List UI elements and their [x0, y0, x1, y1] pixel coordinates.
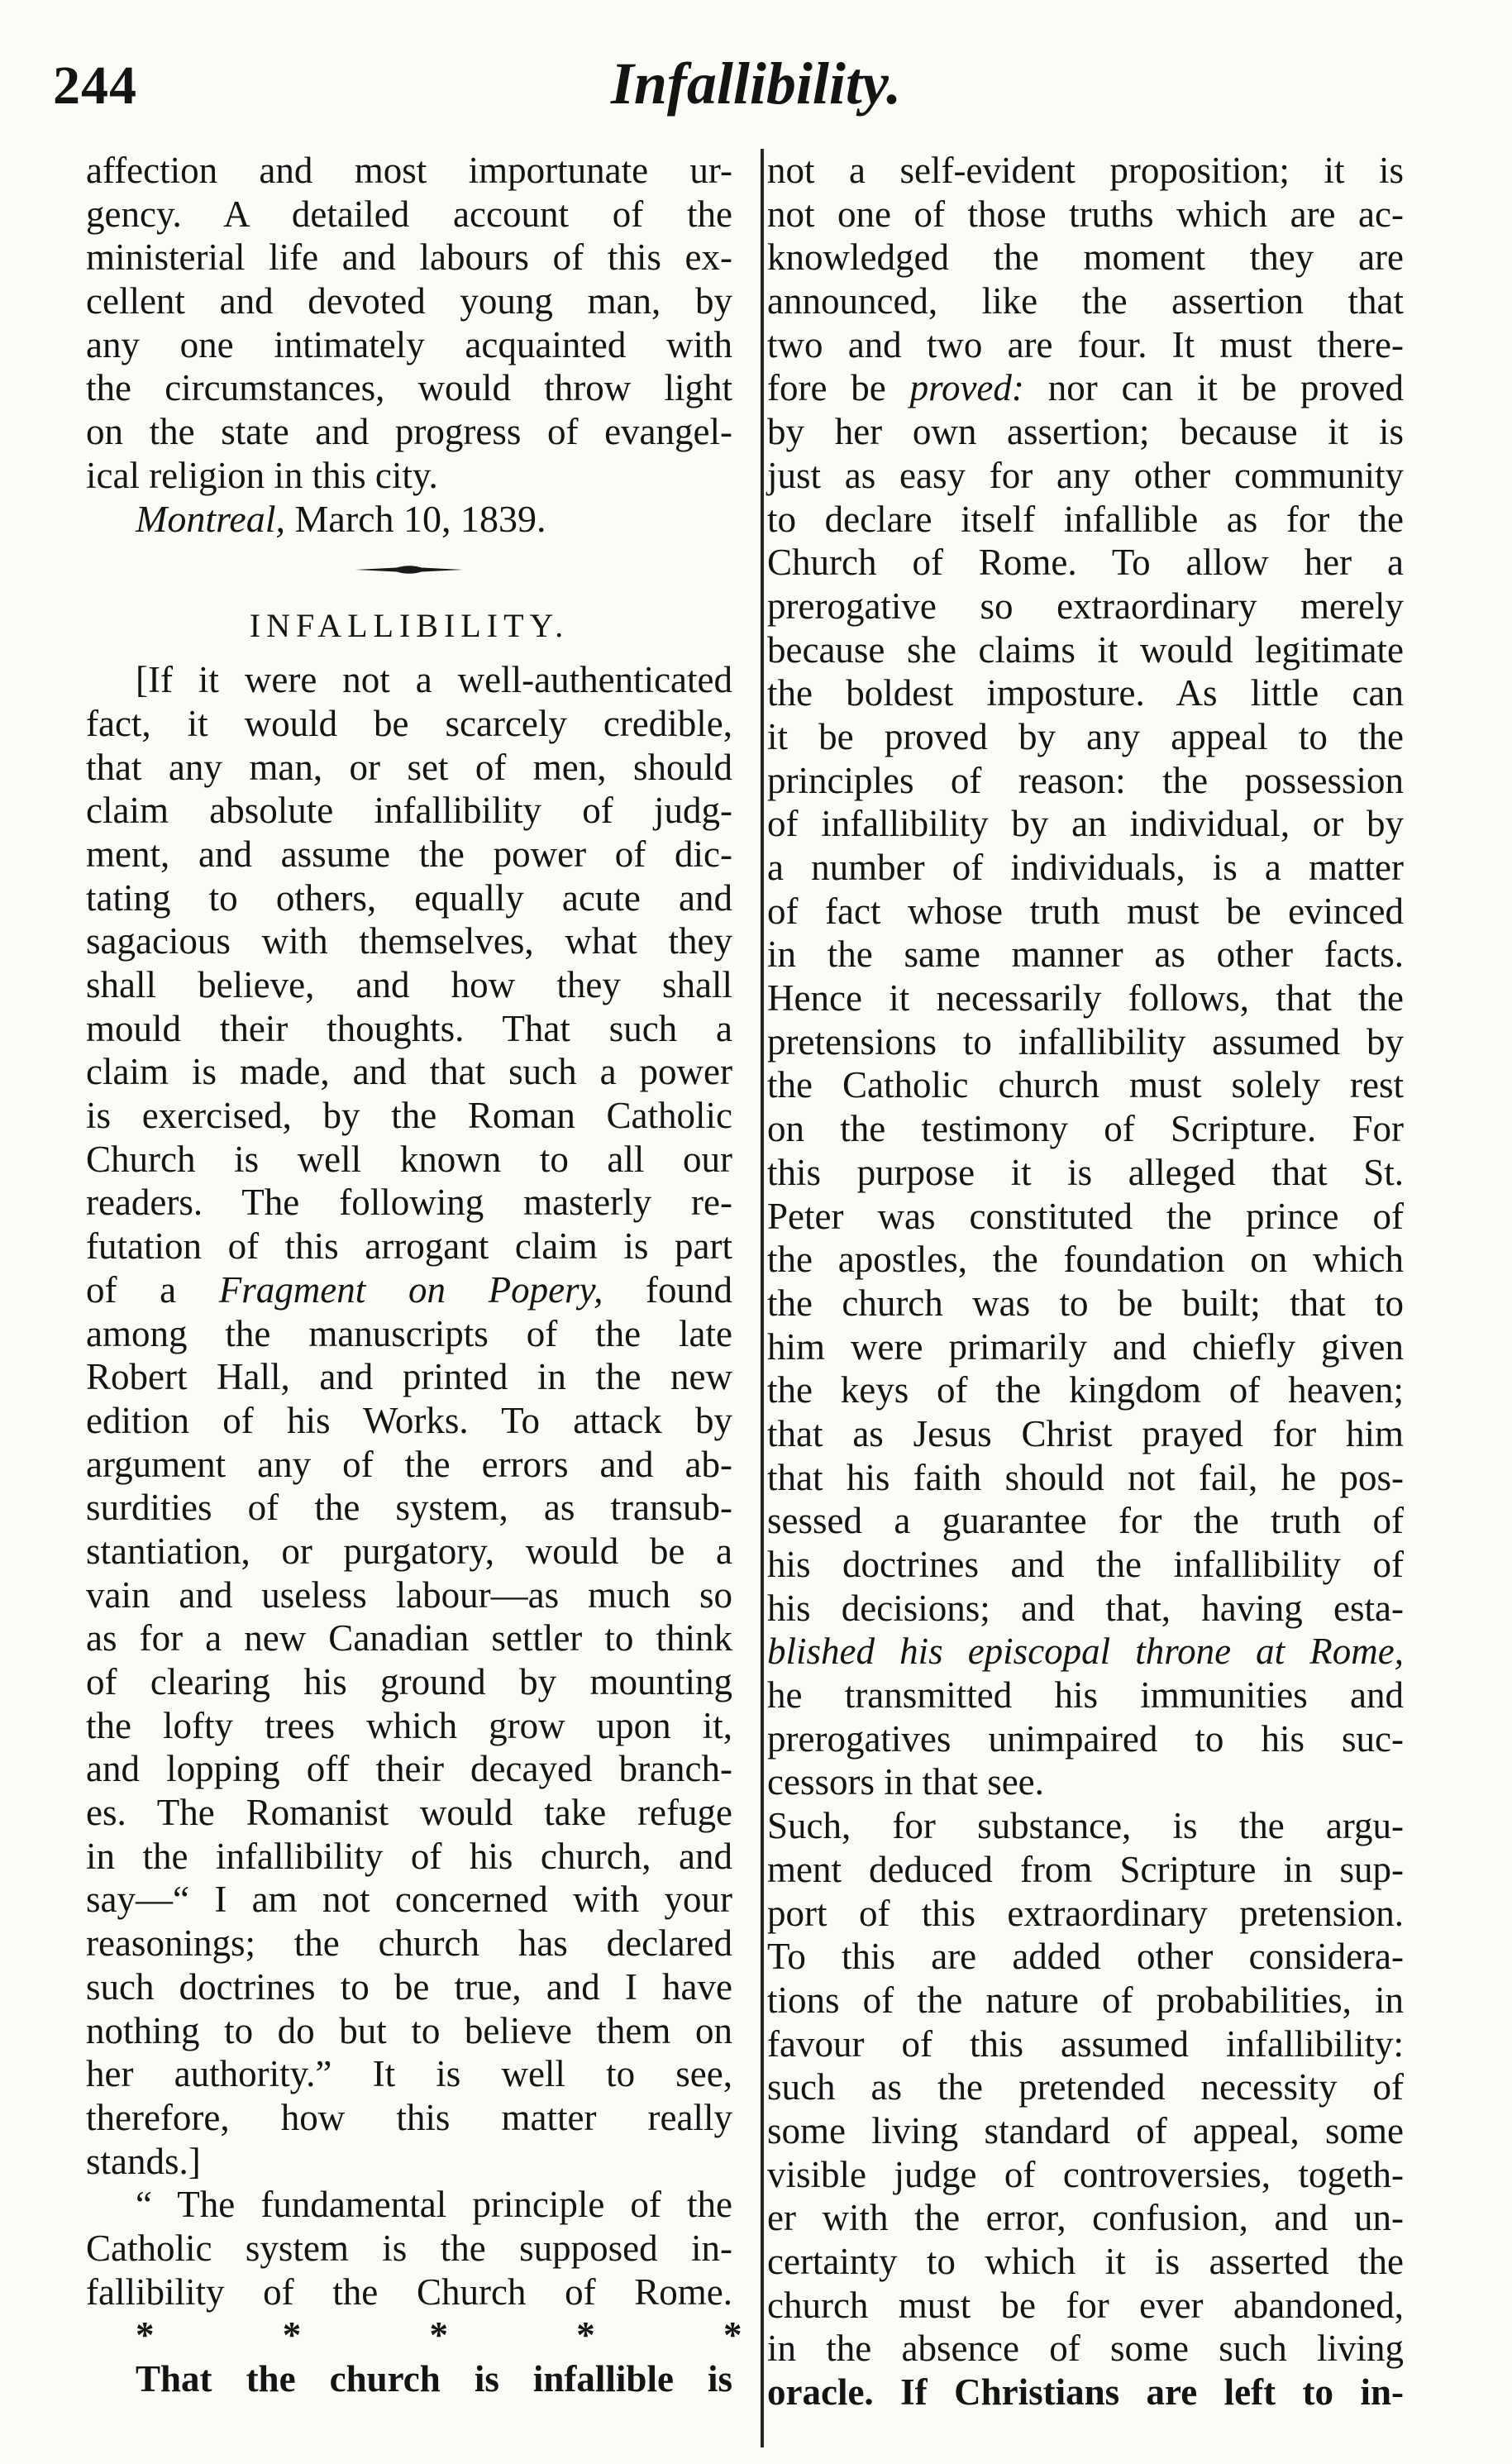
text-line: port of this extraordinary pretension. — [767, 1892, 1404, 1934]
article-heading: INFALLIBILITY. — [249, 607, 570, 645]
text-line: prerogatives unimpaired to his suc- — [767, 1717, 1404, 1760]
text-line: er with the error, confusion, and un- — [767, 2197, 1404, 2239]
text-line: Such, for substance, is the argu- — [767, 1805, 1404, 1847]
text-line: Peter was constituted the prince of — [767, 1195, 1404, 1237]
text-line — [767, 366, 1404, 410]
text-line: on the testimony of Scripture. For — [767, 1108, 1404, 1150]
closing-paragraph — [86, 149, 732, 498]
text-line: ment, and assume the power of dic- — [86, 833, 732, 875]
text-line: stands.] — [86, 2140, 201, 2182]
text-span: fore be — [767, 367, 910, 409]
text-line: pretensions to infallibility assumed by — [767, 1020, 1404, 1062]
text-line: ical religion in this city. — [86, 454, 438, 496]
text-line: prerogative so extraordinary merely — [767, 585, 1404, 627]
ellipsis-stars: * * * * * — [136, 2314, 802, 2357]
text-line: say—“ I am not concerned with your — [86, 1879, 732, 1921]
text-line: ment deduced from Scripture in sup- — [767, 1848, 1404, 1890]
text-line: on the state and progress of evangel- — [86, 411, 732, 453]
text-span: nor can it be proved — [1023, 367, 1404, 409]
text-line: knowledged the moment they are — [767, 236, 1404, 279]
text-line: not a self-evident proposition; it is — [767, 150, 1404, 191]
dateline — [86, 498, 732, 542]
text-line: Robert Hall, and printed in the new — [86, 1356, 732, 1398]
text-line: a number of individuals, is a matter — [767, 847, 1404, 888]
text-line: argument any of the errors and ab- — [86, 1443, 732, 1485]
text-line: that as Jesus Christ prayed for him — [767, 1412, 1404, 1454]
text-line: that his faith should not fail, he pos- — [767, 1456, 1404, 1498]
text-line: is exercised, by the Roman Catholic — [86, 1095, 732, 1137]
text-line: surdities of the system, as transub- — [86, 1487, 732, 1529]
work-title: Fragment on Popery, — [218, 1268, 603, 1311]
editorial-intro — [86, 658, 732, 2183]
text-line — [767, 1630, 1404, 1674]
text-line: tions of the nature of probabilities, in — [767, 1979, 1404, 2021]
text-line: the boldest imposture. As little can — [767, 672, 1404, 714]
text-line: by her own assertion; because it is — [767, 411, 1404, 453]
paragraph-1 — [767, 149, 1404, 1804]
text-line: affection and most importunate ur- — [86, 150, 732, 191]
text-line: her authority.” It is well to see, — [86, 2053, 732, 2095]
text-line: his decisions; and that, having esta- — [767, 1587, 1404, 1629]
text-line: of fact whose truth must be evinced — [767, 890, 1404, 932]
text-line: the church was to be built; that to — [767, 1282, 1404, 1324]
text-line: es. The Romanist would take refuge — [86, 1792, 732, 1834]
text-line: in the absence of some such living — [767, 2328, 1404, 2370]
text-line: church must be for ever abandoned, — [767, 2284, 1404, 2326]
text-line: to declare itself infallible as for the — [767, 498, 1404, 540]
text-line: such as the pretended necessity of — [767, 2066, 1404, 2108]
right-column — [767, 149, 1404, 2414]
page-header — [0, 50, 1512, 141]
running-title: Infallibility. — [610, 50, 902, 117]
text-line: his doctrines and the infallibility of — [767, 1544, 1404, 1585]
text-line: favour of this assumed infallibility: — [767, 2022, 1404, 2065]
text-line: stantiation, or purgatory, would be a — [86, 1530, 732, 1572]
text-line: oracle. If Christians are left to in- — [767, 2371, 1404, 2414]
text-line: in the infallibility of his church, and — [86, 1835, 732, 1877]
text-line: as for a new Canadian settler to think — [86, 1617, 732, 1659]
text-line: the apostles, the foundation on which — [767, 1239, 1404, 1281]
text-line: in the same manner as other facts. — [767, 934, 1404, 976]
text-line: principles of reason: the possession — [767, 759, 1404, 801]
dateline-place: Montreal, — [136, 497, 285, 540]
text-line: announced, like the assertion that — [767, 280, 1404, 322]
page-number: 244 — [53, 55, 137, 116]
text-line: shall believe, and how they shall — [86, 964, 732, 1005]
text-line — [86, 1268, 732, 1312]
text-line: readers. The following masterly re- — [86, 1182, 732, 1224]
text-line: sessed a guarantee for the truth of — [767, 1500, 1404, 1542]
text-line: cellent and devoted young man, by — [86, 280, 732, 322]
text-line: tating to others, equally acute and — [86, 876, 732, 919]
text-line: fact, it would be scarcely credible, — [86, 702, 732, 744]
text-line: sagacious with themselves, what they — [86, 920, 732, 962]
text-line: To this are added other considera- — [767, 1936, 1404, 1978]
column-rule — [761, 149, 764, 2447]
text-line: and lopping off their decayed branch- — [86, 1748, 732, 1790]
text-line: this purpose it is alleged that St. — [767, 1151, 1404, 1193]
text-line: of clearing his ground by mounting — [86, 1661, 732, 1702]
left-column — [86, 149, 802, 2401]
text-line: just as easy for any other community — [767, 454, 1404, 496]
text-line: gency. A detailed account of the — [86, 193, 732, 235]
text-line: among the manuscripts of the late — [86, 1312, 732, 1354]
text-line: him were primarily and chiefly given — [767, 1325, 1404, 1368]
text-span: of a — [86, 1268, 219, 1311]
text-line: he transmitted his immunities and — [767, 1674, 1404, 1717]
text-line: it be proved by any appeal to the — [767, 715, 1404, 757]
dateline-date: March 10, 1839. — [294, 497, 546, 540]
text-line: some living standard of appeal, some — [767, 2109, 1404, 2151]
text-line: the Catholic church must solely rest — [767, 1064, 1404, 1106]
text-line: such doctrines to be true, and I have — [86, 1965, 732, 2008]
emphasis-proved: proved: — [909, 367, 1024, 409]
text-line: two and two are four. It must there- — [767, 323, 1404, 365]
text-line: nothing to do but to believe them on — [86, 2009, 732, 2051]
text-line: futation of this arrogant claim is part — [86, 1225, 732, 1268]
text-line: “ The fundamental principle of the — [136, 2184, 732, 2226]
text-line: Church is well known to all our — [86, 1138, 732, 1180]
text-line: ministerial life and labours of this ex- — [86, 236, 732, 279]
quoted-passage — [86, 2183, 732, 2314]
text-line: of infallibility by an individual, or by — [767, 803, 1404, 845]
text-line: [If it were not a well-authenticated — [136, 659, 732, 701]
text-line: not one of those truths which are ac- — [767, 193, 1404, 235]
text-line: Catholic system is the supposed in- — [86, 2227, 732, 2269]
text-line: edition of his Works. To attack by — [86, 1399, 732, 1441]
italic-phrase: blished his episcopal throne at Rome, — [767, 1631, 1404, 1673]
text-line: because she claims it would legitimate — [767, 628, 1404, 671]
text-line: visible judge of controversies, togeth- — [767, 2153, 1404, 2195]
text-line: any one intimately acquainted with — [86, 323, 732, 365]
text-line: claim is made, and that such a power — [86, 1051, 732, 1093]
text-line: fallibility of the Church of Rome. — [86, 2271, 732, 2313]
text-line: certainty to which it is asserted the — [767, 2241, 1404, 2282]
text-span: found — [603, 1268, 732, 1311]
text-line: that any man, or set of men, should — [86, 746, 732, 788]
text-line: the lofty trees which grow upon it, — [86, 1704, 732, 1746]
text-line: the keys of the kingdom of heaven; — [767, 1369, 1404, 1411]
text-line: Hence it necessarily follows, that the — [767, 977, 1404, 1020]
section-divider-ornament — [86, 541, 732, 599]
text-line: cessors in that see. — [767, 1761, 1044, 1803]
text-line: therefore, how this matter really — [86, 2096, 732, 2138]
text-line: claim absolute infallibility of judg- — [86, 790, 732, 832]
text-line: reasonings; the church has declared — [86, 1922, 732, 1965]
text-line: mould their thoughts. That such a — [86, 1007, 732, 1049]
text-line: vain and useless labour—as much so — [86, 1573, 732, 1616]
text-line: That the church is infallible is — [136, 2358, 732, 2400]
paragraph-2 — [767, 1804, 1404, 2414]
text-line: Church of Rome. To allow her a — [767, 542, 1404, 584]
text-line: the circumstances, would throw light — [86, 367, 732, 409]
